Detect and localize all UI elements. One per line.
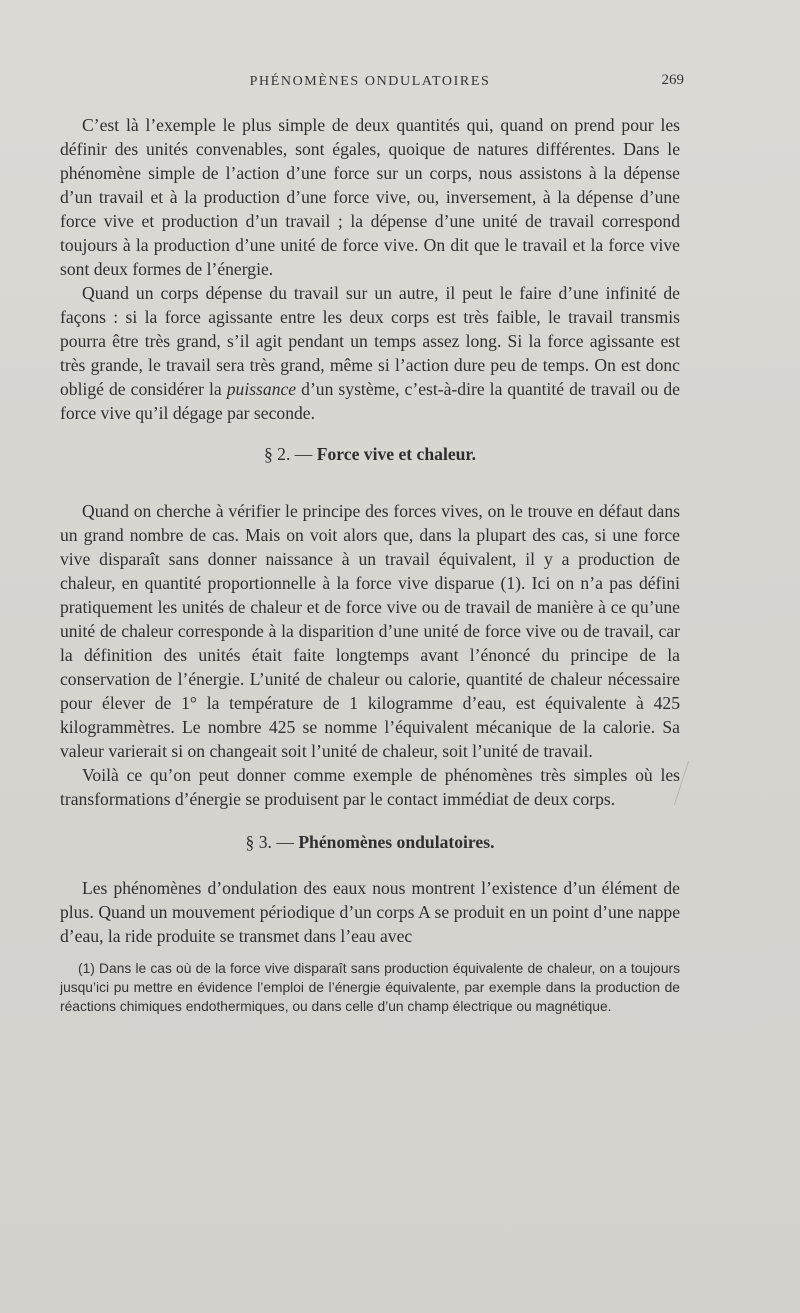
paragraph: [60, 281, 680, 425]
section-number: § 3. —: [245, 832, 299, 852]
footnote: [60, 959, 680, 1016]
section-heading-2: [60, 442, 680, 466]
section-heading-3: [60, 830, 680, 854]
page-header: [60, 72, 684, 94]
paragraph-text: d’un système, c’est-à-dire la quantité de travail ou de force vive qu’il dégage par seconde.: [60, 379, 680, 423]
emphasized-term: puissance: [226, 379, 297, 399]
paragraph: Quand on cherche à vérifier le principe des forces vives, on le trouve en défaut dans un grand nombre de cas. Mais on voit alors que, dans la plupart des cas, si une force vive disparaît sans donner naissance à un travail équivalent, il y a production de chaleur, en quantité proportionnelle à la force vive disparue (1). Ici on n’a pas défini pratiquement les unités de chaleur et de force vive ou de travail de manière à ce qu’une unité de chaleur corresponde à la disparition d’une unité de force vive ou de travail, car la définition des unités était faite longtemps avant l’énoncé du principe de la conservation de l’énergie. L’unité de chaleur ou calorie, quantité de chaleur nécessaire pour élever de 1° la température de 1 kilogramme d’eau, est équivalente à 425 kilogrammètres. Le nombre 425 se nomme l’équivalent mécanique de la calorie. Sa valeur varierait si on changeait soit l’unité de chaleur, soit l’unité de travail.: [60, 501, 680, 761]
footnote-text: (1) Dans le cas où de la force vive disparaît sans production équivalente de chaleur, on a toujours jusqu’ici pu mettre en évidence l’emploi de l’énergie équivalente, par exemple dans la production de réactions chimiques endothermiques, ou dans celle d’un champ électrique ou magnétique.: [60, 961, 680, 1014]
section-title: Phénomènes ondulatoires.: [298, 832, 495, 852]
page-number: 269: [661, 72, 684, 88]
page-body: [60, 113, 680, 1016]
section-number: § 2. —: [263, 444, 317, 464]
paragraph-text: Quand un corps dépense du travail sur un autre, il peut le faire d’une infinité de façons : si la force agissante entre les deux corps est très faible, le travail transmis pourra être très grand, s’il agit pendant un temps assez long. Si la force agissante est très grande, le travail sera très grand, même si l’action dure peu de temps. On est donc obligé de considérer la: [60, 283, 680, 399]
section-title: Force vive et chaleur.: [316, 444, 477, 464]
running-title: PHÉNOMÈNES ONDULATOIRES: [249, 74, 491, 89]
paragraph: Les phénomènes d’ondulation des eaux nous montrent l’existence d’un élément de plus. Quand un mouvement périodique d’un corps A se produit en un point d’une nappe d’eau, la ride produite se transmet dans l’eau avec: [60, 878, 680, 946]
paragraph: Voilà ce qu’on peut donner comme exemple de phénomènes très simples où les transformations d’énergie se produisent par le contact immédiat de deux corps.: [60, 765, 680, 809]
paragraph: C’est là l’exemple le plus simple de deux quantités qui, quand on prend pour les définir des unités convenables, sont égales, quoique de natures différentes. Dans le phénomène simple de l’action d’une force sur un corps, nous assistons à la dépense d’un travail et à la production d’une force vive, ou, inversement, à la dépense d’une force vive et production d’un travail ; la dépense d’une unité de travail correspond toujours à la production d’une unité de force vive. On dit que le travail et la force vive sont deux formes de l’énergie.: [60, 115, 680, 279]
